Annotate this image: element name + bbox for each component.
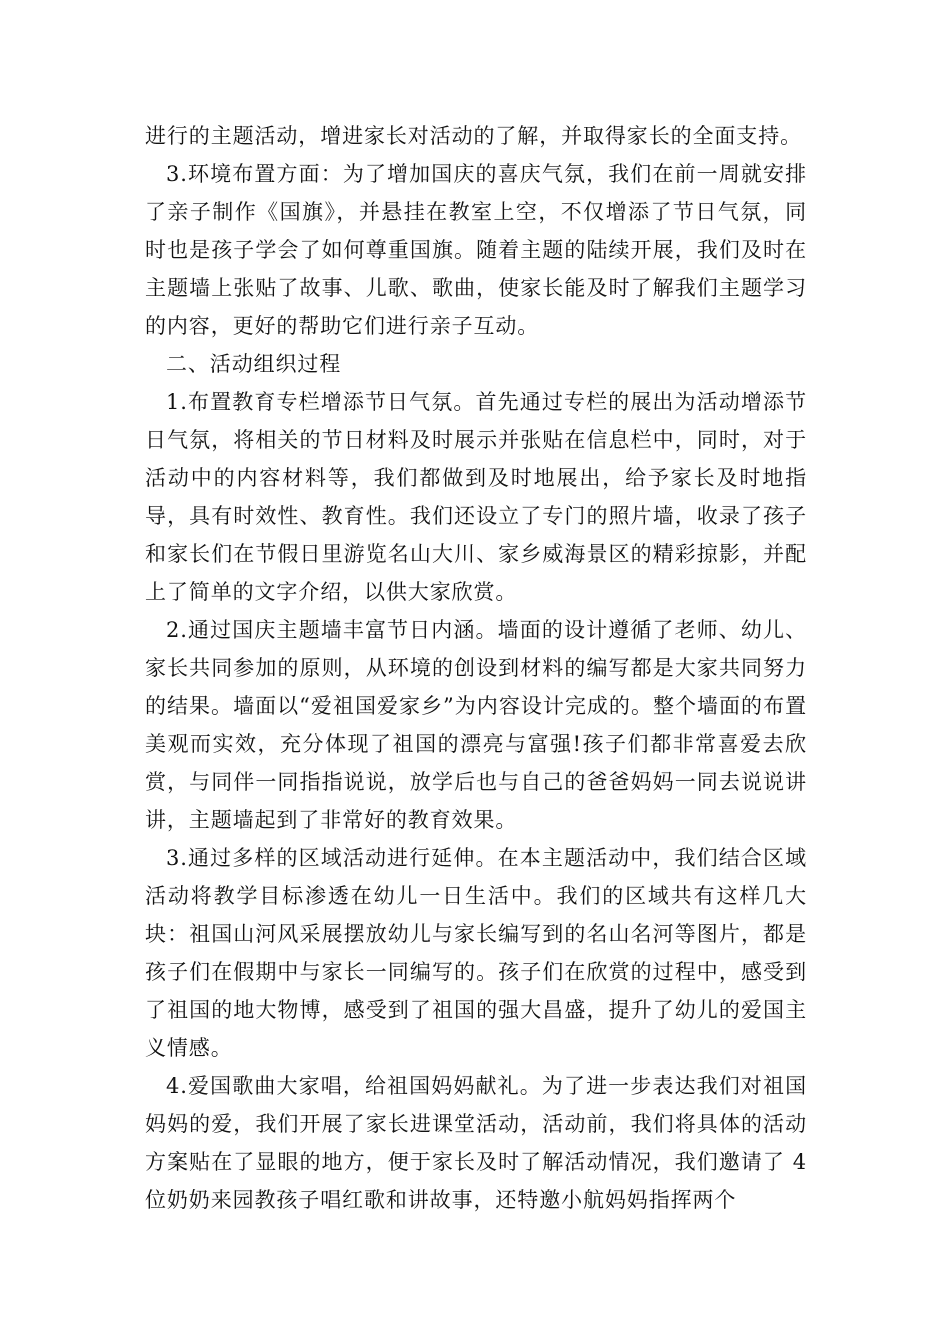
body-text xyxy=(145,117,807,1219)
paragraph-patriotic-songs: 4.爱国歌曲大家唱，给祖国妈妈献礼。为了进一步表达我们对祖国妈妈的爱，我们开展了家长进课堂活动，活动前，我们将具体的活动方案贴在了显眼的地方，便于家长及时了解活动情况，我们邀请了 4 位奶奶来园教孩子唱红歌和讲故事，还特邀小航妈妈指挥两个 xyxy=(145,1074,807,1212)
paragraph-area-activities: 3.通过多样的区域活动进行延伸。在本主题活动中，我们结合区域活动将教学目标渗透在幼儿一日生活中。我们的区域共有这样几大块：祖国山河风采展摆放幼儿与家长编写到的名山名河等图片，都是孩子们在假期中与家长一同编写的。孩子们在欣赏的过程中，感受到了祖国的地大物博，感受到了祖国的强大昌盛，提升了幼儿的爱国主义情感。 xyxy=(145,846,807,1060)
paragraph-continuation: 进行的主题活动，增进家长对活动的了解，并取得家长的全面支持。 xyxy=(145,124,802,148)
paragraph-education-column: 1.布置教育专栏增添节日气氛。首先通过专栏的展出为活动增添节日气氛，将相关的节日材料及时展示并张贴在信息栏中，同时，对于活动中的内容材料等，我们都做到及时地展出，给予家长及时地指导，具有时效性、教育性。我们还设立了专门的照片墙，收录了孩子和家长们在节假日里游览名山大川、家乡威海景区的精彩掠影，并配上了简单的文字介绍，以供大家欣赏。 xyxy=(145,390,807,604)
section-heading-activity-process: 二、活动组织过程 xyxy=(166,352,342,376)
paragraph-environment-setup: 3.环境布置方面：为了增加国庆的喜庆气氛，我们在前一周就安排了亲子制作《国旗》，并悬挂在教室上空，不仅增添了节日气氛，同时也是孩子学会了如何尊重国旗。随着主题的陆续开展，我们及时在主题墙上张贴了故事、儿歌、歌曲，使家长能及时了解我们主题学习的内容，更好的帮助它们进行亲子互动。 xyxy=(145,162,807,338)
paragraph-theme-wall: 2.通过国庆主题墙丰富节日内涵。墙面的设计遵循了老师、幼儿、家长共同参加的原则，从环境的创设到材料的编写都是大家共同努力的结果。墙面以“爱祖国爱家乡”为内容设计完成的。整个墙面的布置美观而实效，充分体现了祖国的漂亮与富强!孩子们都非常喜爱去欣赏，与同伴一同指指说说，放学后也与自己的爸爸妈妈一同去说说讲讲，主题墙起到了非常好的教育效果。 xyxy=(145,618,807,832)
